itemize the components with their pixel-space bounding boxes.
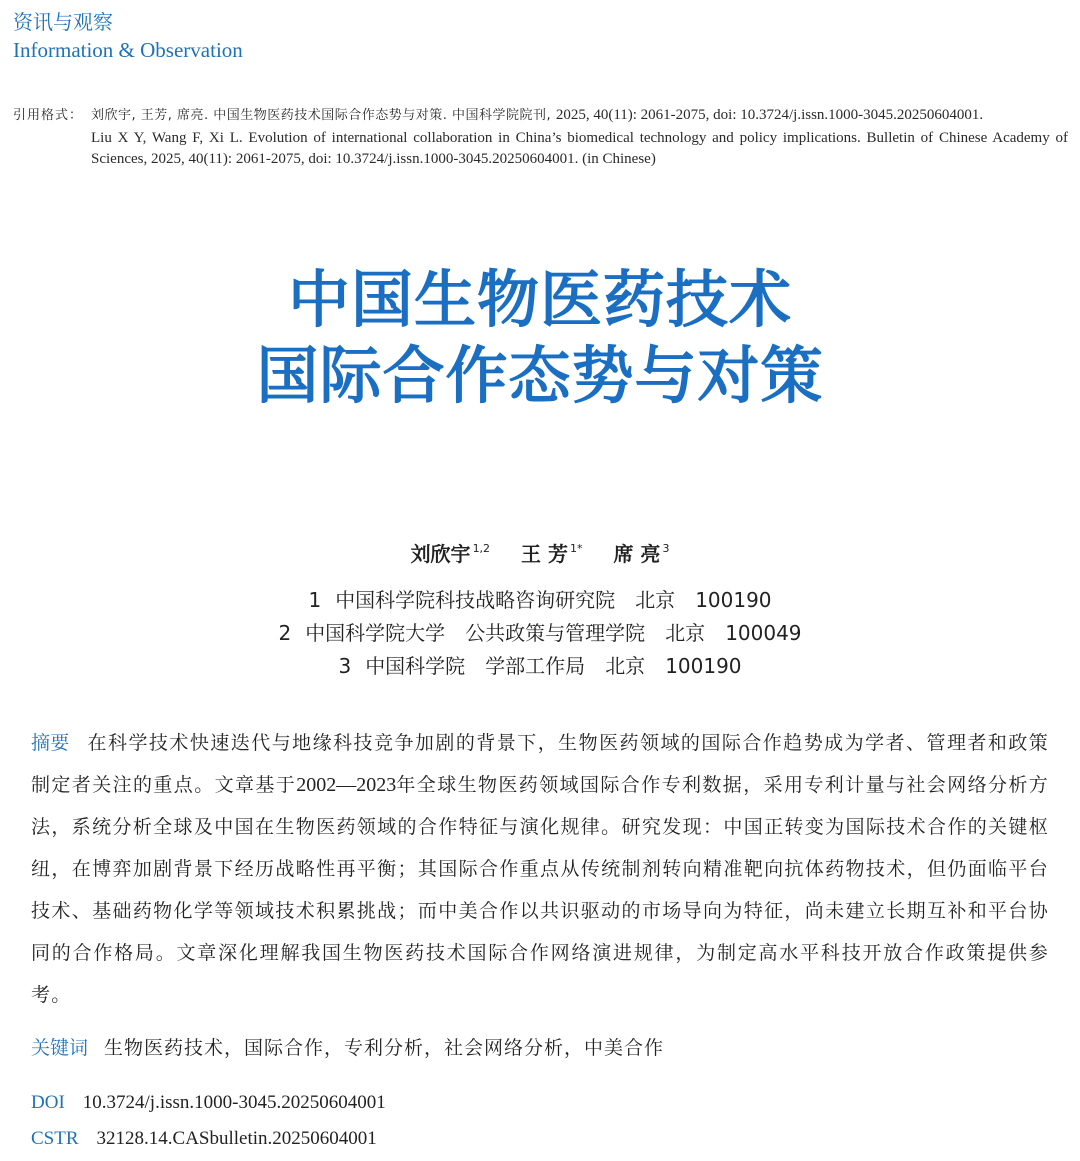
author-affiliation-mark: 3	[662, 542, 670, 555]
author	[521, 538, 582, 567]
author-affiliation-mark: 1,2	[472, 542, 491, 555]
affiliation-org: 中国科学院	[365, 654, 466, 678]
doi-label: DOI	[31, 1092, 65, 1113]
title-line-1: 中国生物医药技术	[287, 263, 792, 336]
keywords-text: 生物医药技术，国际合作，专利分析，社会网络分析，中美合作	[104, 1037, 665, 1059]
title-line-2: 国际合作态势与对策	[256, 339, 824, 412]
abstract-years: 2002—2023	[296, 774, 397, 796]
citation-cn	[91, 105, 1068, 126]
affiliation-city: 北京	[635, 588, 676, 612]
section-title-en: Information & Observation	[13, 38, 243, 62]
abstract-text-b: 年全球生物医药领域国际合作专利数据，采用专利计量与社会网络分析方法，系统分析全球及中国在生物医药领域的合作特征与演化规律。研究发现：中国正转变为国际技术合作的关键枢纽，在博弈加剧背景下经历战略性再平衡；其国际合作重点从传统制剂转向精准靶向抗体药物技术，但仍面临平台技术、基础药物化学等领域技术积累挑战；而中美合作以共识驱动的市场导向为特征，尚未建立长期互补和平台协同的合作格局。文章深化理解我国生物医药技术国际合作网络演进规律，为制定高水平科技开放合作政策提供参考。	[31, 774, 1049, 1006]
citation-en: Liu X Y, Wang F, Xi L. Evolution of international collaboration in China’s biomedical technology and policy implications. Bulletin of Chinese Academy of Sciences, 2025, 40(11): 2061-2075, doi: 10.3724/j.issn.1000-3045.20250604001. (in Chinese)	[91, 130, 1068, 167]
affiliation-city: 北京	[665, 621, 706, 645]
author-name: 王 芳	[521, 542, 568, 566]
author-name: 刘欣宇	[410, 542, 471, 566]
section-tag	[13, 8, 243, 64]
affiliation-number: 1	[308, 588, 322, 612]
author	[411, 538, 491, 567]
affiliation	[0, 617, 1080, 650]
affiliation-list	[0, 584, 1080, 683]
section-title-cn: 资讯与观察	[13, 10, 113, 34]
keywords-label: 关键词	[31, 1037, 89, 1059]
author-affiliation-mark: 1*	[570, 542, 583, 555]
citation-block	[13, 105, 1068, 170]
affiliation-sub: 学部工作局	[485, 654, 586, 678]
affiliation-number: 3	[338, 654, 352, 678]
cstr-value: 32128.14.CASbulletin.20250604001	[96, 1128, 377, 1149]
affiliation	[0, 584, 1080, 617]
affiliation-number: 2	[278, 621, 292, 645]
cstr-line	[31, 1128, 377, 1150]
affiliation-zip: 100049	[725, 621, 802, 645]
citation-cn-part1: 刘欣宇, 王芳, 席亮. 中国生物医药技术国际合作态势与对策. 中国科学院院刊,	[91, 108, 556, 123]
cstr-label: CSTR	[31, 1128, 79, 1149]
affiliation-zip: 100190	[665, 654, 742, 678]
abstract	[31, 722, 1049, 1016]
affiliation	[0, 650, 1080, 683]
doi-line	[31, 1092, 386, 1114]
citation-lead: 引用格式：	[13, 108, 84, 123]
article-title	[0, 262, 1080, 414]
author	[613, 538, 669, 567]
affiliation-zip: 100190	[695, 588, 772, 612]
affiliation-org: 中国科学院科技战略咨询研究院	[335, 588, 616, 612]
affiliation-city: 北京	[605, 654, 646, 678]
doi-value[interactable]: 10.3724/j.issn.1000-3045.20250604001	[82, 1092, 386, 1113]
citation-cn-part2: 2025, 40(11): 2061-2075, doi: 10.3724/j.issn.1000-3045.20250604001.	[555, 107, 984, 123]
author-list	[0, 538, 1080, 567]
affiliation-sub: 公共政策与管理学院	[465, 621, 646, 645]
author-name: 席 亮	[613, 542, 661, 566]
keywords	[31, 1030, 1049, 1066]
abstract-text-a: 在科学技术快速迭代与地缘科技竞争加剧的背景下，生物医药领域的国际合作趋势成为学者、管理者和政策制定者关注的重点。文章基于	[31, 732, 1049, 796]
affiliation-org: 中国科学院大学	[305, 621, 446, 645]
abstract-label: 摘要	[31, 732, 70, 754]
